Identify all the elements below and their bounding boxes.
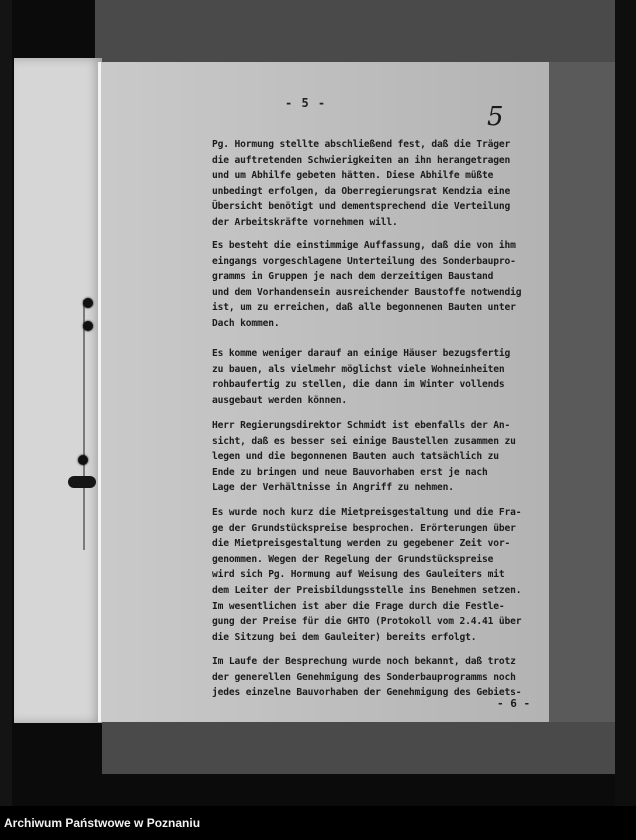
paragraph-2: Es besteht die einstimmige Auffassung, daß die von ihm eingangs vorgeschlagene Unterteilung des Sonderbaupro- gramms in Gruppen je nach dem derzeitigen Baustand und dem Vorhandensein ausreichender Baustoffe notwendig ist, um zu erreichen, daß alle begonnenen Bauten unter Dach kommen. — [212, 240, 522, 329]
film-edge-right — [615, 0, 636, 806]
binding-thread — [83, 300, 85, 550]
punch-hole — [78, 455, 88, 465]
paragraph-3: Es komme weniger darauf an einige Häuser bezugsfertig zu bauen, als vielmehr möglichst viele Wohneinheiten rohbaufertig zu stellen, die dann im Winter vollends ausgebaut werden können. — [212, 348, 511, 406]
paragraph-6: Im Laufe der Besprechung wurde noch bekannt, daß trotz der generellen Genehmigung des Sonderbauprogramms noch jedes einzelne Bauvorhaben der Genehmigung des Gebiets- — [212, 656, 522, 699]
paragraph-1: Pg. Hormung stellte abschließend fest, daß die Träger die auftretenden Schwierigkeiten an ihn herangetragen und um Abhilfe gebeten hätten. Diese Abhilfe müßte unbedingt erfolgen, da Oberregierungsrat Kendzia eine Übersicht benötigt und dementsprechend die Verteilung der Arbeitskräfte vornehmen will. — [212, 139, 511, 228]
paragraph-5: Es wurde noch kurz die Mietpreisgestaltung und die Fra- ge der Grundstückspreise besprochen. Erörterungen über die Mietpreisgestaltung werden zu gegebener Zeit vor- genommen. Wegen der Regelung der Grundstückspreise wird sich Pg. Hormung auf Weisung des Gauleiters mit dem Leiter der Preisbildungsstelle ins Benehmen setzen. Im wesentlichen ist aber die Frage durch die Festle- gung der Preise für die GHTO (Protokoll vom 2.4.41 über die Sitzung bei dem Gauleiter) bereits erfolgt. — [212, 507, 522, 643]
scan-background-right — [549, 62, 615, 722]
archive-label: Archiwum Państwowe w Poznaniu — [4, 816, 201, 830]
page-number: - 5 - — [285, 96, 327, 110]
binding-grommet — [68, 476, 96, 488]
punch-hole — [83, 321, 93, 331]
handwritten-page-number: 5 — [487, 102, 504, 132]
paragraph-4: Herr Regierungsdirektor Schmidt ist ebenfalls der An- sicht, daß es besser sei einige Baustellen zusammen zu legen und die begonnenen Bauten auch tatsächlich zu Ende zu bringen und neue Bauvorhaben erst je nach Lage der Verhältnisse in Angriff zu nehmen. — [212, 420, 516, 494]
punch-hole — [83, 298, 93, 308]
film-edge-left — [0, 0, 12, 806]
scan-background-bottom — [102, 722, 617, 774]
next-page-marker: - 6 - — [497, 697, 531, 710]
folder-binding — [14, 58, 102, 723]
scan-background-top — [95, 0, 615, 62]
